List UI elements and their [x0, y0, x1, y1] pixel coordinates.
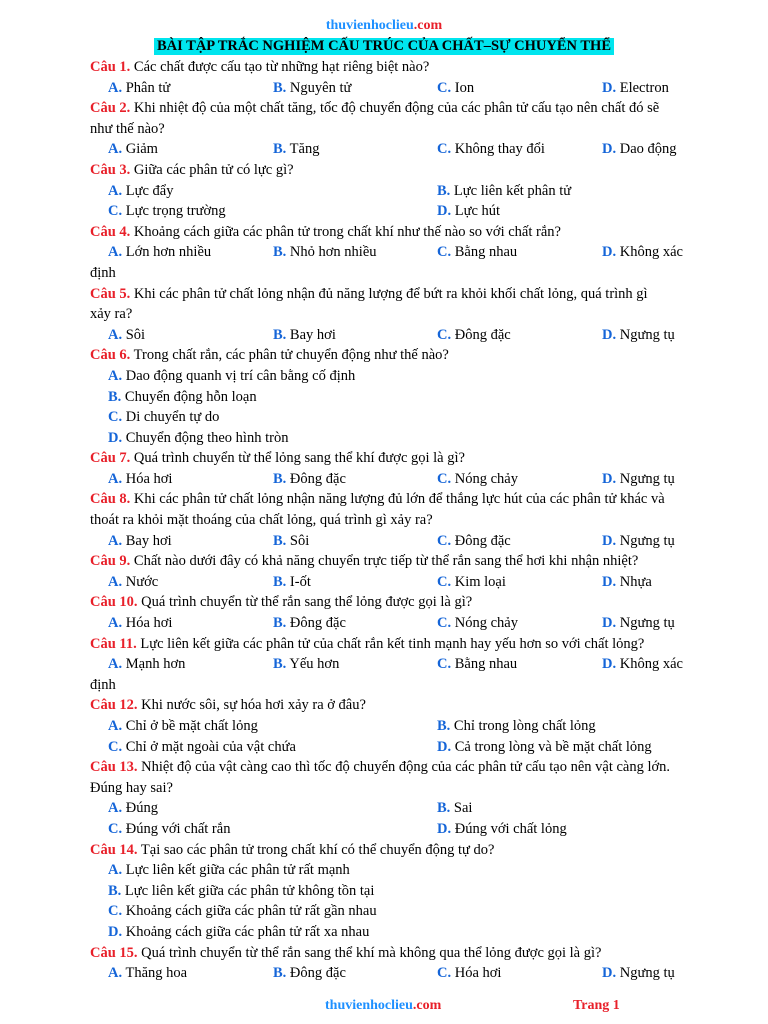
option-d[interactable]: D. Ngưng tụ [602, 470, 675, 487]
option-c[interactable]: C. Lực trọng trường [108, 203, 226, 220]
option-b[interactable]: B. Đông đặc [273, 615, 346, 632]
page-title: BÀI TẬP TRẮC NGHIỆM CẤU TRÚC CỦA CHẤT–SỰ CHUYỂN THỂ [154, 38, 614, 55]
question-list [90, 57, 700, 984]
option-a[interactable]: A. Hóa hơi [108, 470, 173, 487]
option-c[interactable]: C. Đông đặc [437, 532, 511, 549]
options-row [90, 469, 700, 490]
option-b[interactable]: B. Lực liên kết phân tử [437, 182, 572, 199]
option-b[interactable]: B. I-ốt [273, 573, 311, 590]
options-row [90, 572, 700, 593]
options-row [90, 737, 700, 758]
options-row [90, 963, 700, 984]
option-c[interactable]: C. Bằng nhau [437, 656, 518, 673]
options-row [90, 716, 700, 737]
option-a[interactable]: A. Thăng hoa [108, 965, 188, 982]
option-b[interactable]: B. Yếu hơn [273, 656, 340, 673]
option-b[interactable]: B. Tăng [273, 141, 320, 158]
option-a[interactable]: A. Lớn hơn nhiều [108, 244, 212, 261]
option-c[interactable]: C. Không thay đổi [437, 141, 545, 158]
options-row [90, 242, 700, 263]
header-site-name: thuvienhoclieu.com [325, 18, 443, 33]
question-6: Câu 6. Trong chất rắn, các phân tử chuyển động như thế nào? [90, 347, 449, 364]
option-d-wrap: định [90, 676, 116, 693]
question-5: Câu 5. Khi các phân tử chất lỏng nhận đủ năng lượng để bứt ra khỏi khối chất lỏng, quá trình gì [90, 285, 648, 302]
question-10: Câu 10. Quá trình chuyển từ thể rắn sang thể lỏng được gọi là gì? [90, 594, 473, 611]
option-b[interactable]: B. Chuyển động hỗn loạn [108, 388, 257, 405]
option-d[interactable]: D. Đúng với chất lỏng [437, 820, 567, 837]
option-c[interactable]: C. Nóng chảy [437, 470, 518, 487]
option-a[interactable]: A. Nước [108, 573, 159, 590]
option-a[interactable]: A. Mạnh hơn [108, 656, 186, 673]
page-number: Trang 1 [573, 998, 620, 1013]
question-4: Câu 4. Khoảng cách giữa các phân tử trong chất khí như thế nào so với chất rắn? [90, 223, 561, 240]
option-d[interactable]: D. Ngưng tụ [602, 965, 675, 982]
option-c[interactable]: C. Bằng nhau [437, 244, 518, 261]
question-13: Câu 13. Nhiệt độ của vật càng cao thì tốc độ chuyển động của các phân tử cấu tạo nên vật càng lớn. [90, 759, 671, 776]
options-row [90, 201, 700, 222]
options-row [90, 798, 700, 819]
option-b[interactable]: B. Bay hơi [273, 326, 336, 343]
question-11: Câu 11. Lực liên kết giữa các phân tử của chất rắn kết tinh mạnh hay yếu hơn so với chất lỏng? [90, 635, 645, 652]
option-d[interactable]: D. Lực hút [437, 203, 501, 220]
options-row [90, 139, 700, 160]
options-row [90, 819, 700, 840]
options-row [90, 181, 700, 202]
question-3: Câu 3. Giữa các phân tử có lực gì? [90, 161, 294, 178]
option-c[interactable]: C. Nóng chảy [437, 615, 518, 632]
question-text-cont: Đúng hay sai? [90, 779, 173, 796]
option-b[interactable]: B. Chỉ trong lòng chất lỏng [437, 718, 596, 734]
option-a[interactable]: A. Dao động quanh vị trí cân bằng cố định [108, 367, 356, 384]
question-1: Câu 1. Các chất được cấu tạo từ những hạt riêng biệt nào? [90, 59, 430, 75]
options-row [90, 654, 700, 675]
question-12: Câu 12. Khi nước sôi, sự hóa hơi xảy ra ở đâu? [90, 697, 366, 714]
option-b[interactable]: B. Sôi [273, 532, 310, 549]
option-d-wrap: định [90, 264, 116, 281]
option-d[interactable]: D. Cả trong lòng và bề mặt chất lỏng [437, 738, 652, 755]
question-15: Câu 15. Quá trình chuyển từ thể rắn sang thể khí mà không qua thể lỏng được gọi là gì? [90, 944, 602, 961]
option-d[interactable]: D. Khoảng cách giữa các phân tử rất xa nhau [108, 923, 370, 940]
option-d[interactable]: D. Chuyển động theo hình tròn [108, 429, 289, 446]
option-a[interactable]: A. Chỉ ở bề mặt chất lỏng [108, 718, 258, 734]
option-d[interactable]: D. Dao động [602, 141, 677, 158]
question-7: Câu 7. Quá trình chuyển từ thể lỏng sang thể khí được gọi là gì? [90, 450, 465, 467]
option-d[interactable]: D. Không xác [602, 244, 683, 261]
option-d[interactable]: D. Ngưng tụ [602, 615, 675, 632]
question-8: Câu 8. Khi các phân tử chất lỏng nhận năng lượng đủ lớn để thắng lực hút của các phân tử khác và [90, 491, 665, 508]
option-d[interactable]: D. Nhựa [602, 573, 652, 590]
option-c[interactable]: C. Di chuyển tự do [108, 409, 220, 426]
option-a[interactable]: A. Đúng [108, 800, 158, 817]
option-b[interactable]: B. Nhỏ hơn nhiều [273, 244, 377, 261]
question-text-cont: như thế nào? [90, 120, 165, 137]
option-a[interactable]: A. Lực liên kết giữa các phân tử rất mạnh [108, 862, 350, 879]
question-2: Câu 2. Khi nhiệt độ của một chất tăng, tốc độ chuyển động của các phân tử cấu tạo nên chất đó sẽ [90, 100, 660, 117]
option-b[interactable]: B. Nguyên tử [273, 79, 352, 96]
option-c[interactable]: C. Đông đặc [437, 326, 511, 343]
options-row [90, 325, 700, 346]
option-a[interactable]: A. Bay hơi [108, 532, 172, 549]
option-a[interactable]: A. Sôi [108, 326, 146, 343]
options-row [90, 531, 700, 552]
option-a[interactable]: A. Giảm [108, 141, 158, 158]
option-d[interactable]: D. Không xác [602, 656, 683, 673]
option-d[interactable]: D. Ngưng tụ [602, 326, 675, 343]
option-c[interactable]: C. Khoảng cách giữa các phân tử rất gần nhau [108, 903, 377, 920]
question-14: Câu 14. Tại sao các phân tử trong chất khí có thể chuyển động tự do? [90, 841, 495, 858]
option-b[interactable]: B. Đông đặc [273, 965, 346, 982]
option-c[interactable]: C. Đúng với chất rắn [108, 820, 231, 837]
options-row [90, 78, 700, 99]
option-d[interactable]: D. Electron [602, 79, 669, 96]
option-a[interactable]: A. Phân tử [108, 79, 171, 96]
option-a[interactable]: A. Lực đẩy [108, 182, 174, 199]
question-text-cont: thoát ra khỏi mặt thoáng của chất lỏng, quá trình gì xảy ra? [90, 512, 433, 529]
option-b[interactable]: B. Sai [437, 800, 473, 817]
option-c[interactable]: C. Hóa hơi [437, 965, 502, 982]
option-c[interactable]: C. Ion [437, 79, 475, 96]
option-c[interactable]: C. Chỉ ở mặt ngoài của vật chứa [108, 738, 296, 755]
option-b[interactable]: B. Lực liên kết giữa các phân tử không tồn tại [108, 882, 375, 899]
question-text-cont: xảy ra? [90, 306, 133, 323]
question-9: Câu 9. Chất nào dưới đây có khả năng chuyển trực tiếp từ thể rắn sang thể hơi khi nhận nhiệt? [90, 553, 639, 570]
option-c[interactable]: C. Kim loại [437, 573, 506, 590]
option-a[interactable]: A. Hóa hơi [108, 615, 173, 632]
footer-site-name: thuvienhoclieu.com [325, 998, 442, 1013]
option-b[interactable]: B. Đông đặc [273, 470, 346, 487]
option-d[interactable]: D. Ngưng tụ [602, 532, 675, 549]
options-row [90, 613, 700, 634]
